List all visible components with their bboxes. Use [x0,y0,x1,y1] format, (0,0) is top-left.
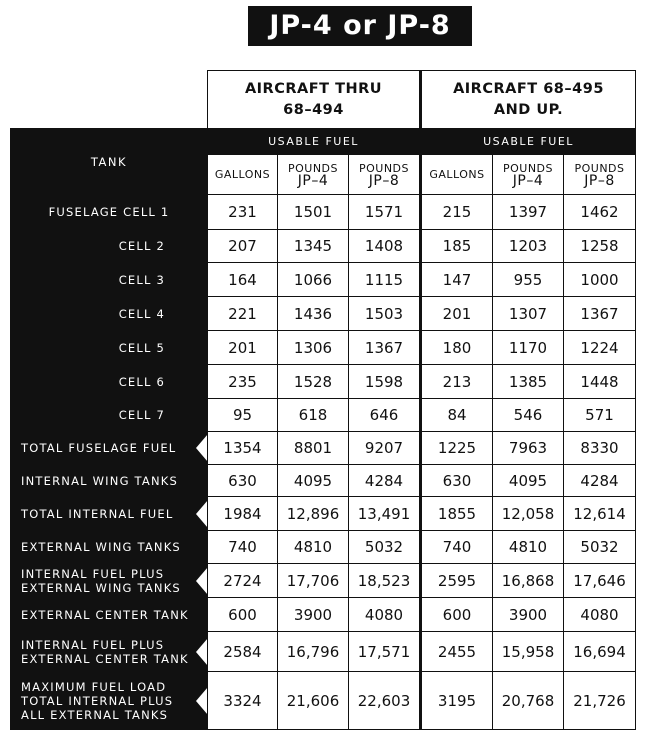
table-cell: 13,491 [349,497,421,531]
row-label [11,632,208,672]
column-header [349,155,421,195]
table-row [11,195,636,230]
group-header-thru-68-494 [208,71,421,129]
table-cell: 1503 [349,297,421,331]
table-cell: 221 [208,297,278,331]
row-label-line: CELL 2 [118,239,165,253]
table-cell: 630 [208,465,278,497]
table-row [11,531,636,564]
table-cell: 1170 [493,331,564,365]
table-cell: 15,958 [493,632,564,672]
table-row [11,297,636,331]
table-cell: 1306 [278,331,349,365]
column-header-line: POUNDS [574,161,625,175]
table-cell: 17,571 [349,632,421,672]
table-cell: 17,646 [564,564,636,598]
table-cell: 1571 [349,195,421,230]
table-cell: 5032 [349,531,421,564]
table-cell: 630 [421,465,493,497]
table-cell: 1448 [564,365,636,399]
table-cell: 12,058 [493,497,564,531]
table-cell: 8330 [564,432,636,465]
table-cell: 231 [208,195,278,230]
table-cell: 1224 [564,331,636,365]
table-cell: 21,726 [564,672,636,730]
table-cell: 600 [208,598,278,632]
table-cell: 16,796 [278,632,349,672]
tank-header: TANK [11,129,208,195]
table-cell: 1203 [493,230,564,263]
table-row [11,564,636,598]
table-row [11,230,636,263]
group-header-68-495-and-up [421,71,636,129]
table-cell: 618 [278,399,349,432]
column-header [208,155,278,195]
table-cell: 1397 [493,195,564,230]
table-cell: 201 [421,297,493,331]
table-cell: 4095 [493,465,564,497]
row-label [11,465,208,497]
row-label-line: TOTAL INTERNAL FUEL [21,506,174,521]
table-cell: 84 [421,399,493,432]
table-body [11,195,636,730]
table-cell: 18,523 [349,564,421,598]
table-row [11,331,636,365]
table-row [11,263,636,297]
table-cell: 1000 [564,263,636,297]
table-cell: 4810 [493,531,564,564]
table-cell: 12,896 [278,497,349,531]
column-header [493,155,564,195]
table-cell: 1258 [564,230,636,263]
table-cell: 1307 [493,297,564,331]
table-cell: 2595 [421,564,493,598]
group-header-line: AIRCRAFT 68–495 [453,80,604,97]
table-cell: 4080 [564,598,636,632]
table-cell: 4080 [349,598,421,632]
table-cell: 17,706 [278,564,349,598]
page-title: JP-4 or JP-8 [248,6,472,46]
table-row [11,497,636,531]
corner-blank [11,71,208,129]
table-row [11,465,636,497]
table-cell: 1066 [278,263,349,297]
table-cell: 1436 [278,297,349,331]
table-cell: 5032 [564,531,636,564]
table-row [11,632,636,672]
group-header-line: AIRCRAFT THRU [244,80,383,97]
column-header-line: POUNDS [287,161,339,175]
row-label-line: TOTAL INTERNAL PLUS [21,693,174,708]
table-cell: 7963 [493,432,564,465]
table-cell: 646 [349,399,421,432]
table-cell: 1855 [421,497,493,531]
row-label-line: EXTERNAL CENTER TANK [21,651,189,666]
table-cell: 2584 [208,632,278,672]
table-cell: 201 [208,331,278,365]
row-label-line: INTERNAL WING TANKS [21,473,178,488]
table-cell: 740 [208,531,278,564]
row-label-line: CELL 4 [118,306,165,321]
fuel-quantity-table [10,70,636,730]
table-cell: 1354 [208,432,278,465]
row-label-line: ALL EXTERNAL TANKS [21,707,169,722]
table-cell: 147 [421,263,493,297]
table-cell: 20,768 [493,672,564,730]
row-label-line: EXTERNAL WING TANKS [21,540,181,554]
row-label [11,195,208,230]
row-label [11,672,208,730]
table-cell: 8801 [278,432,349,465]
table-cell: 1984 [208,497,278,531]
table-cell: 2724 [208,564,278,598]
table-cell: 600 [421,598,493,632]
row-label-line: EXTERNAL WING TANKS [21,580,181,595]
row-label [11,564,208,598]
row-label-line: INTERNAL FUEL PLUS [21,566,165,581]
row-label [11,432,208,465]
table-cell: 207 [208,230,278,263]
table-row [11,399,636,432]
table-cell: 4284 [349,465,421,497]
row-label [11,331,208,365]
row-label [11,365,208,399]
table-cell: 16,694 [564,632,636,672]
table-row [11,672,636,730]
table-cell: 740 [421,531,493,564]
table-cell: 185 [421,230,493,263]
column-header [421,155,493,195]
table-cell: 9207 [349,432,421,465]
table-cell: 1462 [564,195,636,230]
table-cell: 1408 [349,230,421,263]
usable-fuel-header: USABLE FUEL [421,129,636,155]
row-label [11,531,208,564]
group-header-line: 68–494 [283,101,344,118]
table-cell: 1115 [349,263,421,297]
table-cell: 3900 [493,598,564,632]
row-label-line: MAXIMUM FUEL LOAD [21,679,167,694]
row-label-line: CELL 5 [118,340,165,355]
table-cell: 180 [421,331,493,365]
table-cell: 3900 [278,598,349,632]
table-cell: 1367 [349,331,421,365]
row-label-line: FUSELAGE CELL 1 [48,205,170,219]
row-label-line: EXTERNAL CENTER TANK [21,607,189,622]
table-cell: 12,614 [564,497,636,531]
table-cell: 571 [564,399,636,432]
column-header-line: GALLONS [214,167,271,181]
row-label [11,399,208,432]
table-cell: 1598 [349,365,421,399]
column-header-line: POUNDS [358,161,410,175]
table-cell: 546 [493,399,564,432]
table-cell: 955 [493,263,564,297]
table-cell: 4095 [278,465,349,497]
column-header-line: JP–8 [584,172,615,189]
table-cell: 22,603 [349,672,421,730]
table-cell: 164 [208,263,278,297]
row-label-line: CELL 7 [118,408,165,422]
row-label [11,598,208,632]
table-cell: 213 [421,365,493,399]
table-row [11,432,636,465]
table-cell: 21,606 [278,672,349,730]
row-label-line: CELL 3 [118,272,165,287]
group-header-line: AND UP. [493,101,564,118]
column-header-line: GALLONS [429,167,485,181]
row-label-line: INTERNAL FUEL PLUS [21,637,165,652]
column-header-line: JP–8 [368,172,400,189]
table-cell: 1345 [278,230,349,263]
row-label [11,297,208,331]
row-label [11,230,208,263]
row-label [11,263,208,297]
row-label-line: CELL 6 [118,374,165,389]
table-row [11,365,636,399]
table-cell: 4284 [564,465,636,497]
table-row [11,598,636,632]
table-cell: 4810 [278,531,349,564]
row-label-line: TOTAL FUSELAGE FUEL [21,441,177,455]
table-cell: 3195 [421,672,493,730]
column-header [564,155,636,195]
table-cell: 3324 [208,672,278,730]
table-cell: 16,868 [493,564,564,598]
column-header-line: JP–4 [297,172,329,189]
table-cell: 1225 [421,432,493,465]
table-cell: 1367 [564,297,636,331]
table-cell: 1385 [493,365,564,399]
table-cell: 1501 [278,195,349,230]
column-header [278,155,349,195]
table-cell: 215 [421,195,493,230]
row-label [11,497,208,531]
table-cell: 95 [208,399,278,432]
column-header-line: POUNDS [502,161,554,175]
column-header-line: JP–4 [512,172,544,189]
table-cell: 235 [208,365,278,399]
table-cell: 2455 [421,632,493,672]
usable-fuel-header: USABLE FUEL [208,129,421,155]
table-cell: 1528 [278,365,349,399]
